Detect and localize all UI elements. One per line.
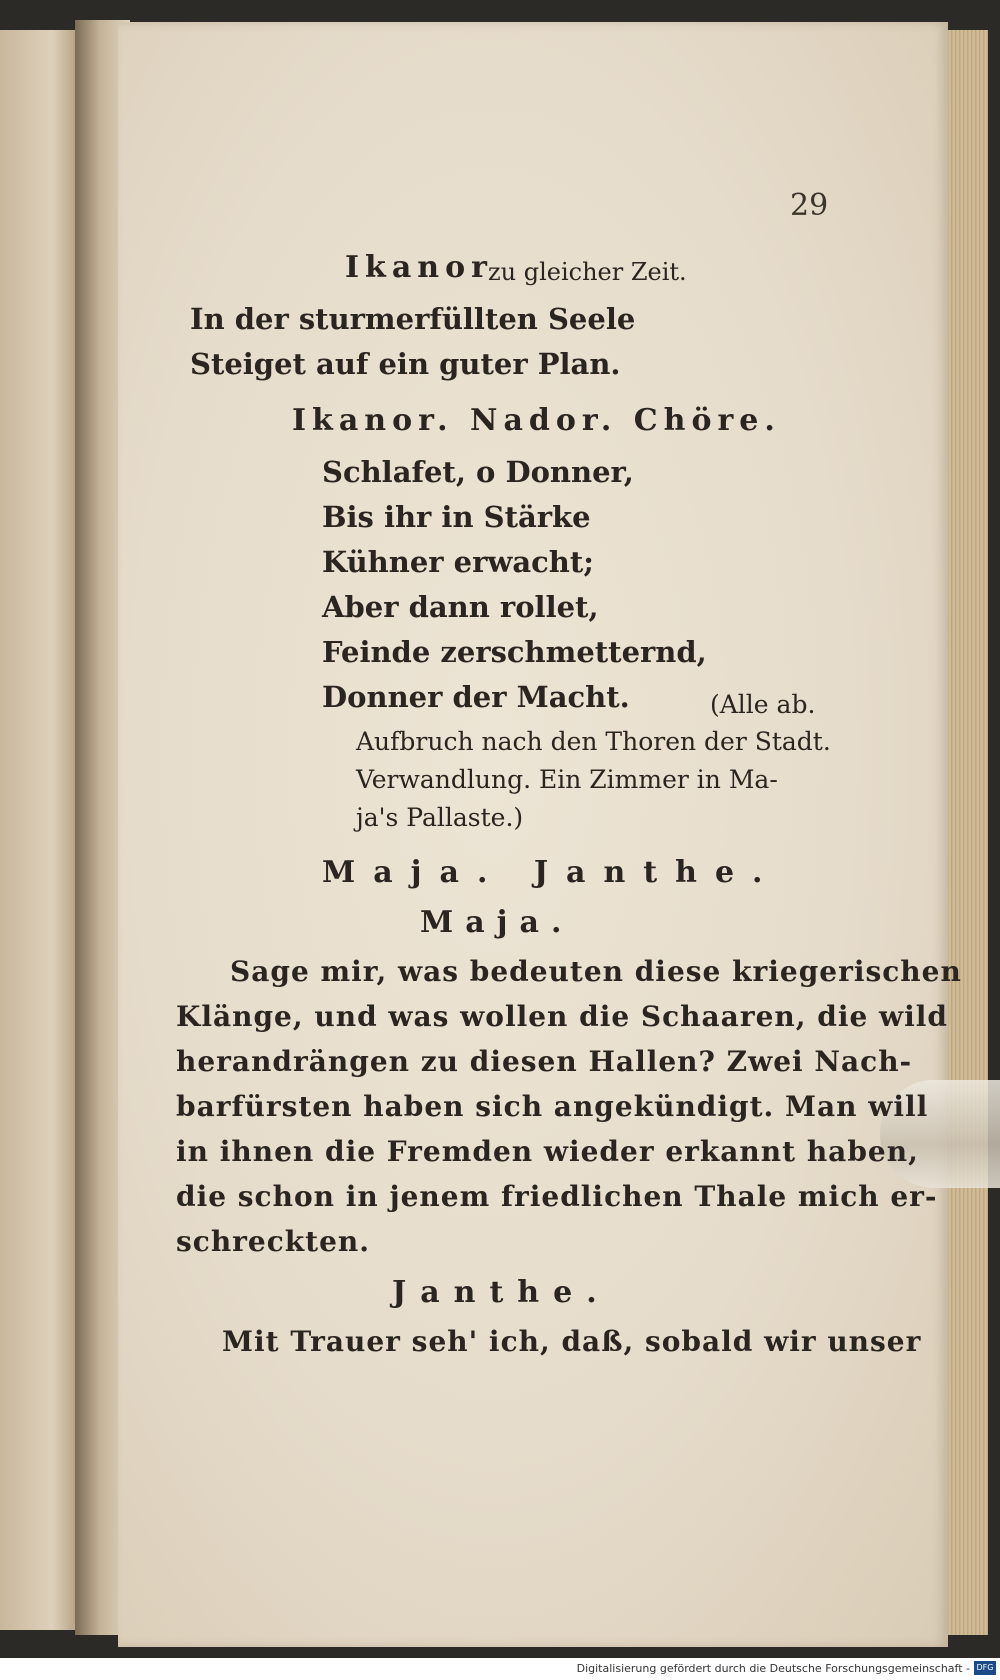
speaker-ikanor: Ikanor xyxy=(345,250,493,285)
speaker-maja: Maja. xyxy=(420,905,574,940)
speaker-janthe: Janthe. xyxy=(392,1275,611,1310)
verse-line: Donner der Macht. xyxy=(322,680,630,714)
scene-heading: Maja. Janthe. xyxy=(322,855,781,890)
stage-direction-inline: zu gleicher Zeit. xyxy=(488,258,687,286)
prose-line: die schon in jenem friedlichen Thale mich er- xyxy=(176,1180,938,1213)
verse-line: Bis ihr in Stärke xyxy=(322,500,591,534)
stage-direction: ja's Pallaste.) xyxy=(356,803,524,832)
prose-line: Mit Trauer seh' ich, daß, sobald wir unser xyxy=(222,1325,922,1358)
stage-direction: (Alle ab. xyxy=(710,690,816,719)
verse-line: In der sturmerfüllten Seele xyxy=(190,302,636,336)
verse-line: Aber dann rollet, xyxy=(322,590,599,624)
digitization-credit: Digitalisierung gefördert durch die Deutsche Forschungsgemeinschaft - xyxy=(576,1662,970,1675)
dfg-logo: DFG xyxy=(974,1661,996,1675)
verse-line: Kühner erwacht; xyxy=(322,545,594,579)
prose-line: schreckten. xyxy=(176,1225,371,1258)
prose-line: Sage mir, was bedeuten diese kriegerischen xyxy=(230,955,962,988)
verse-line: Schlafet, o Donner, xyxy=(322,455,634,489)
verse-line: Feinde zerschmetternd, xyxy=(322,635,707,669)
left-page-edge xyxy=(0,30,75,1630)
stage-direction: Verwandlung. Ein Zimmer in Ma- xyxy=(356,765,778,794)
verse-line: Steiget auf ein guter Plan. xyxy=(190,347,621,381)
prose-line: Klänge, und was wollen die Schaaren, die wild xyxy=(176,1000,948,1033)
prose-line: herandrängen zu diesen Hallen? Zwei Nach- xyxy=(176,1045,913,1078)
prose-line: barfürsten haben sich angekündigt. Man will xyxy=(176,1090,929,1123)
page-number: 29 xyxy=(790,188,829,223)
prose-line: in ihnen die Fremden wieder erkannt haben, xyxy=(176,1135,919,1168)
stage-direction: Aufbruch nach den Thoren der Stadt. xyxy=(356,727,831,756)
speaker-group: Ikanor. Nador. Chöre. xyxy=(292,403,781,438)
page-stack-edge xyxy=(948,30,988,1635)
